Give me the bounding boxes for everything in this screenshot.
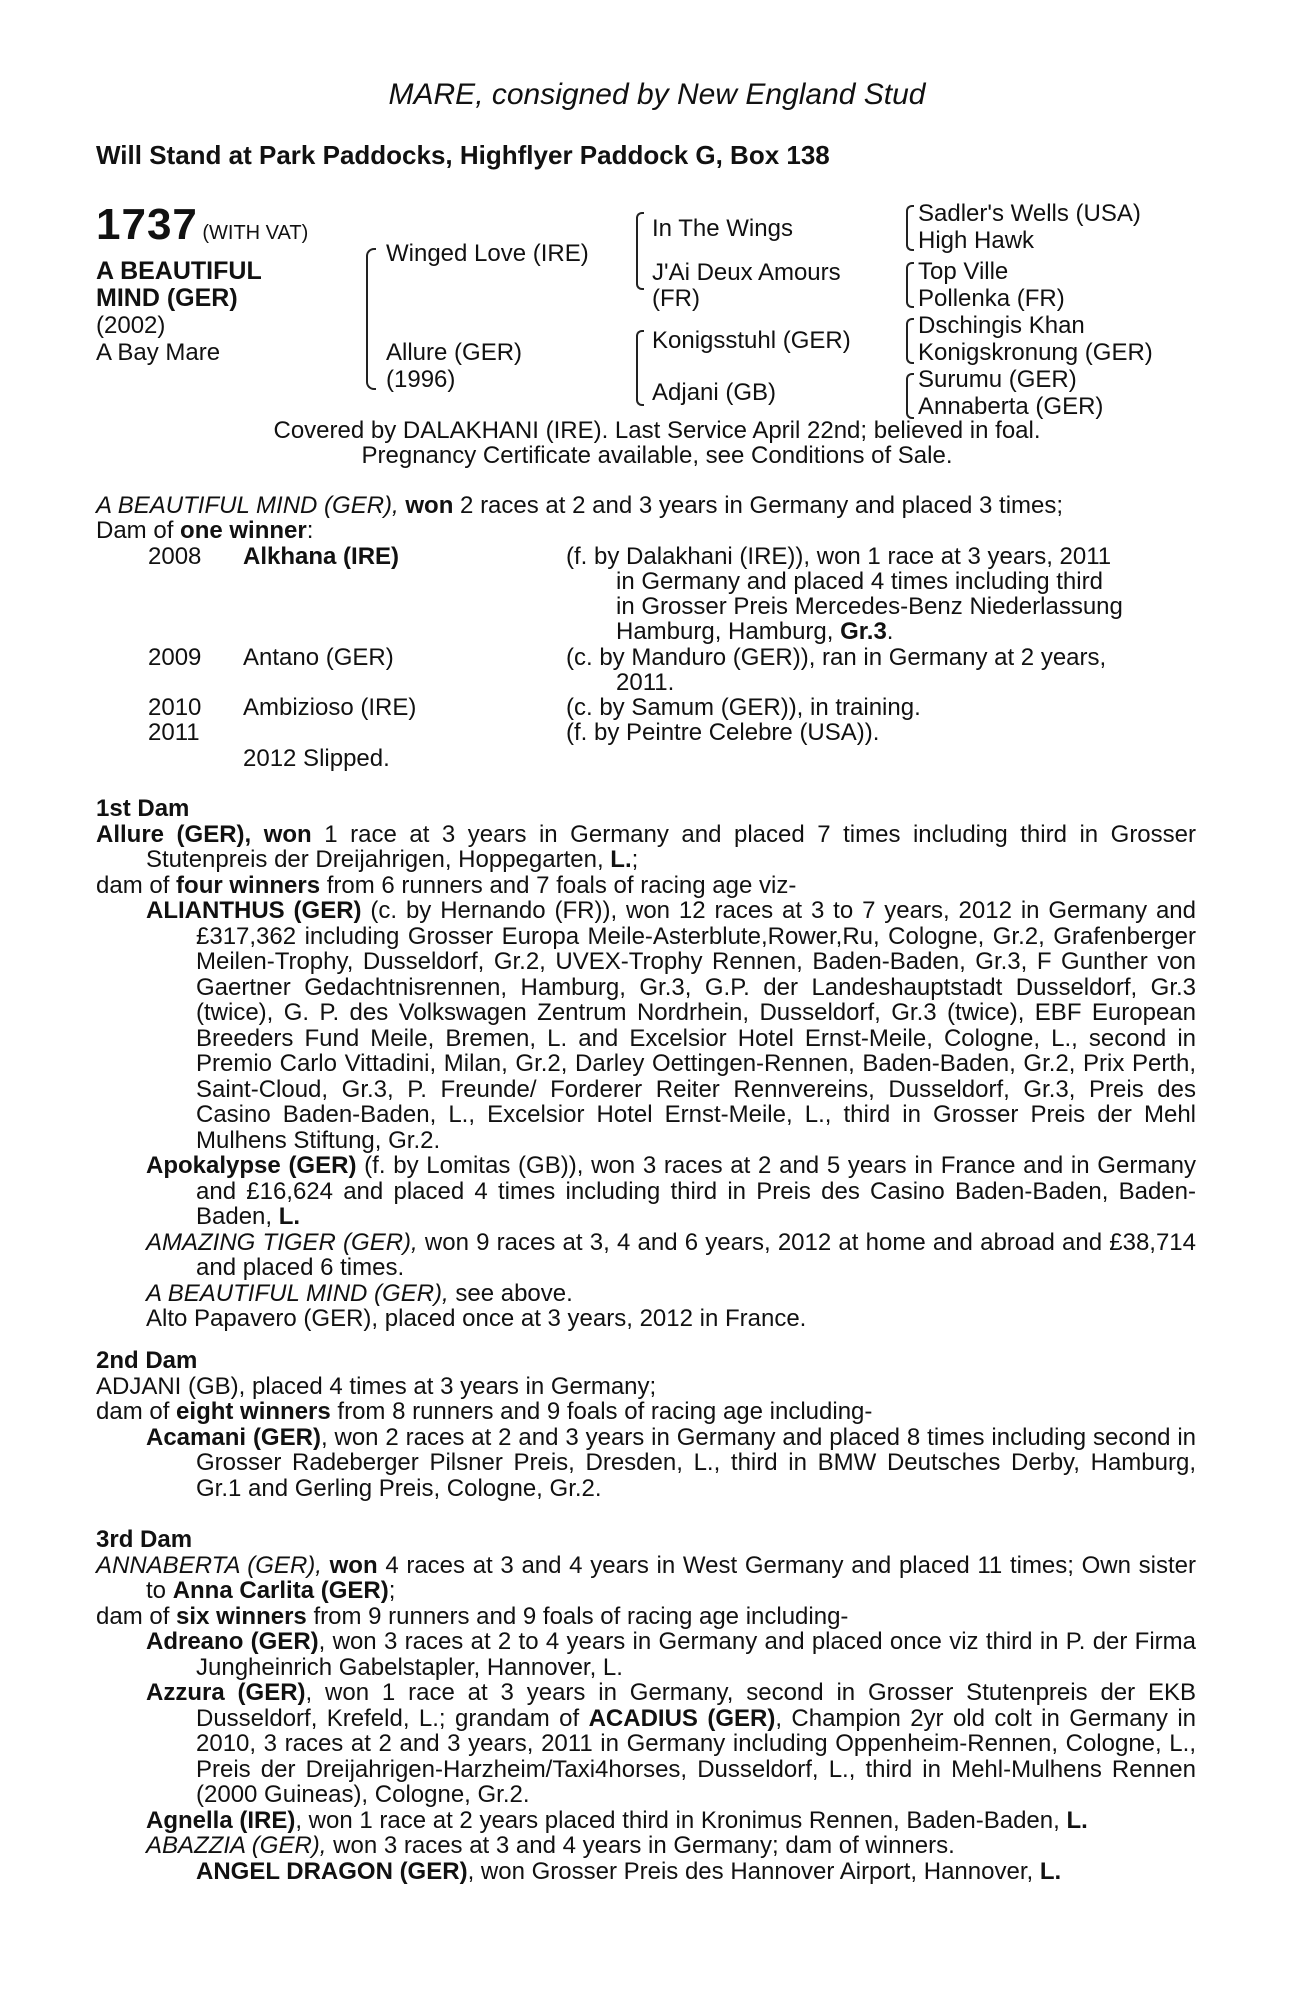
produce-detail: in Grosser Preis Mercedes-Benz Niederlassung — [616, 593, 1123, 620]
progeny-name: ALIANTHUS (GER) — [146, 897, 362, 924]
produce-detail: (c. by Samum (GER)), in training. — [566, 694, 921, 721]
pedigree-sd-1: J'Ai Deux Amours — [652, 259, 841, 286]
pedigree-brace-sire — [636, 212, 644, 290]
punct: ; — [388, 1577, 396, 1604]
pedigree-sire: Winged Love (IRE) — [386, 240, 589, 267]
progeny-text: , won Grosser Preis des Hannover Airport, Hannover, — [467, 1857, 1034, 1885]
progeny-entry — [96, 1230, 1196, 1281]
progeny-name: Acamani (GER) — [146, 1423, 321, 1451]
pedigree-brace-dam — [636, 330, 644, 406]
pedigree-sdd: Pollenka (FR) — [918, 285, 1065, 312]
dam-of-line — [96, 1604, 1196, 1630]
dam-of-count: one winner — [180, 517, 307, 544]
produce-detail-text: Hamburg, Hamburg, — [616, 618, 834, 645]
punct: ; — [631, 846, 639, 873]
pedigree-brace-dd — [906, 373, 914, 419]
winner-count: eight winners — [176, 1398, 331, 1425]
pedigree-sss: Sadler's Wells (USA) — [918, 200, 1141, 227]
lot-number-line — [96, 200, 308, 250]
progeny-text: see above. — [455, 1279, 573, 1307]
progeny-entry — [96, 898, 1196, 1153]
pregnancy-note: Pregnancy Certificate available, see Conditions of Sale. — [361, 442, 953, 469]
progeny-entry — [96, 1425, 1196, 1502]
horse-name-1: A BEAUTIFUL — [96, 257, 262, 285]
pedigree-brace-ds — [906, 318, 914, 364]
section-heading: 3rd Dam — [96, 1526, 193, 1553]
dam-of-line — [96, 1399, 1196, 1425]
listed-badge: L. — [278, 1203, 301, 1230]
winner-count: six winners — [176, 1602, 307, 1630]
progeny-entry — [96, 1281, 1196, 1307]
lot-number: 1737 — [96, 200, 198, 249]
dam-of-label: dam of — [96, 1602, 170, 1630]
mare-won: won — [405, 492, 454, 519]
progeny-name: ANGEL DRAGON (GER) — [196, 1857, 468, 1885]
progeny-name: ABAZZIA (GER), — [146, 1832, 327, 1859]
progeny-entry — [96, 1153, 1196, 1230]
progeny-name: AMAZING TIGER (GER), — [146, 1228, 418, 1256]
dam-name: ANNABERTA (GER), — [96, 1551, 322, 1579]
pedigree-dam-1: Allure (GER) — [386, 339, 523, 366]
horse-description: A Bay Mare — [96, 339, 221, 366]
progeny-name: Adreano (GER) — [146, 1628, 319, 1655]
winner-count: four winners — [176, 871, 321, 899]
dam-of-label: dam of — [96, 871, 170, 899]
progeny-text: , won 1 race at 2 years placed third in Kronimus Rennen, Baden-Baden, — [295, 1806, 1060, 1834]
dam-of-label: Dam of — [96, 517, 174, 544]
progeny-entry: Alto Papavero (GER), placed once at 3 years, 2012 in France. — [146, 1305, 807, 1332]
dam-of-text: from 9 runners and 9 foals of racing age including- — [313, 1602, 849, 1630]
pedigree-dds: Surumu (GER) — [918, 366, 1077, 393]
produce-year: 2009 — [148, 644, 202, 671]
covered-note: Covered by DALAKHANI (IRE). Last Service April 22nd; believed in foal. — [273, 417, 1041, 444]
dam-won: won — [329, 1551, 378, 1579]
mare-record-text: 2 races at 2 and 3 years in Germany and placed 3 times; — [460, 492, 1064, 519]
progeny-text: (c. by Hernando (FR)), won 12 races at 3 to 7 years, 2012 in Germany and £317,362 including Grosser Europa Meile-Asterblute,Rower,Ru, Cologne, Gr.2, Grafenberger Meilen-Trophy, Dusseldorf, Gr.2, UVEX-Trophy Rennen, Baden-Baden, Gr.3, F Gunther von Gaertner Gedachtnisrennen, Hamburg, Gr.3, G.P. der Landeshauptstadt Dusseldorf, Gr.3 (twice), G. P. des Volkswagen Zentrum Nordrhein, Dusseldorf, Gr.3 (twice), EBF European Breeders Fund Meile, Bremen, L. and Excelsior Hotel Ernst-Meile, Cologne, L., second in Premio Carlo Vittadini, Milan, Gr.2, Darley Oettingen-Rennen, Baden-Baden, Gr.2, Prix Perth, Saint-Cloud, Gr.3, P. Freunde/ Forderer Reiter Rennvereins, Dusseldorf, Gr.3, Preis des Casino Baden-Baden, L., Excelsior Hotel Ernst-Meile, L., third in Grosser Preis der Mehl Mulhens Stiftung, Gr.2. — [196, 897, 1196, 1154]
dam-name: Allure (GER), won — [96, 820, 312, 848]
first-dam-section — [96, 796, 1196, 1332]
section-heading: 2nd Dam — [96, 1347, 198, 1374]
pedigree-ss: In The Wings — [652, 215, 793, 242]
dam-record-text: 4 races at 3 and 4 years in West Germany and placed 11 times; Own sister to — [146, 1551, 1197, 1604]
third-dam-section — [96, 1527, 1196, 1884]
progeny-text: won 9 races at 3, 4 and 6 years, 2012 at home and abroad and £38,714 and placed 6 times. — [196, 1228, 1197, 1281]
produce-name: Alkhana (IRE) — [243, 543, 400, 570]
pedigree-brace-sd — [906, 262, 914, 308]
progeny-entry — [96, 1808, 1196, 1834]
produce-detail: 2011. — [616, 669, 675, 696]
dam-of-label: dam of — [96, 1398, 170, 1425]
second-dam-section — [96, 1348, 1196, 1501]
listed-badge: L. — [1039, 1857, 1062, 1885]
produce-year: 2010 — [148, 694, 202, 721]
produce-detail — [616, 619, 893, 645]
dam-record: ADJANI (GB), placed 4 times at 3 years in Germany; — [96, 1372, 657, 1400]
pedigree-sd-2: (FR) — [652, 285, 700, 312]
vat-note: (WITH VAT) — [202, 222, 309, 244]
page-title: MARE, consigned by New England Stud — [388, 78, 926, 111]
dam-record — [96, 822, 1196, 873]
pedigree-dd: Adjani (GB) — [652, 379, 777, 406]
dam-of-colon: : — [306, 517, 314, 544]
progeny-text: , won 2 races at 2 and 3 years in Germany and placed 8 times including second in Grosser Radeberger Pilsner Preis, Dresden, L., third in BMW Deutsches Derby, Hamburg, Gr.1 and Gerling Preis, Cologne, Gr.2. — [196, 1423, 1196, 1502]
pedigree-ssd: High Hawk — [918, 227, 1035, 254]
dam-of-line — [96, 873, 1196, 899]
produce-detail: (f. by Peintre Celebre (USA)). — [566, 719, 880, 746]
listed-badge: L. — [1066, 1806, 1088, 1834]
pedigree-brace-main — [366, 248, 376, 390]
produce-year: 2008 — [148, 543, 202, 570]
progeny-name: Azzura (GER) — [146, 1679, 306, 1706]
progeny-text: , Champion 2yr old colt in Germany in 2010, 3 races at 2 and 3 years, 2011 in Germany including Oppenheim-Rennen, Cologne, L., Preis der Dreijahrigen-Harzheim/Taxi4horses, Dusseldorf, L., third in Mehl-Mulhens Rennen (2000 Guineas), Cologne, Gr.2. — [196, 1704, 1197, 1808]
grandson-name: ACADIUS (GER) — [588, 1704, 776, 1732]
pedigree-dss: Dschingis Khan — [918, 312, 1085, 339]
section-heading: 1st Dam — [96, 795, 190, 822]
progeny-name: Agnella (IRE) — [146, 1806, 296, 1834]
dam-of-text: from 6 runners and 7 foals of racing age viz- — [326, 871, 797, 899]
produce-period: . — [886, 618, 894, 645]
progeny-entry — [96, 1833, 1196, 1859]
horse-name-2: MIND (GER) — [96, 284, 238, 312]
progeny-entry — [96, 1859, 1196, 1885]
mare-name: A BEAUTIFUL MIND (GER), — [96, 492, 399, 519]
pedigree-ddd: Annaberta (GER) — [918, 393, 1104, 420]
pedigree-sds: Top Ville — [918, 258, 1009, 285]
dam-of-line — [96, 518, 313, 544]
produce-detail: in Germany and placed 4 times including third — [616, 568, 1103, 595]
progeny-text: , won 3 races at 2 to 4 years in Germany and placed once viz third in P. der Firma Jungheinrich Gabelstapler, Hannover, L. — [196, 1628, 1197, 1681]
dam-record-text: Stutenpreis der Dreijahrigen, Hoppegarten, — [146, 846, 604, 873]
progeny-name: Apokalypse (GER) — [146, 1152, 357, 1179]
produce-grade: Gr.3 — [840, 618, 887, 645]
pedigree-dam-2: (1996) — [386, 366, 456, 393]
dam-of-text: from 8 runners and 9 foals of racing age including- — [337, 1398, 873, 1425]
pedigree-brace-ss — [906, 205, 914, 251]
progeny-text: won 3 races at 3 and 4 years in Germany; dam of winners. — [333, 1832, 955, 1859]
mare-record — [96, 493, 1063, 519]
progeny-name: A BEAUTIFUL MIND (GER), — [146, 1279, 449, 1307]
stand-location: Will Stand at Park Paddocks, Highflyer Paddock G, Box 138 — [96, 140, 830, 170]
pedigree-ds: Konigsstuhl (GER) — [652, 327, 851, 354]
progeny-text: , won 1 race at 3 years in Germany, second in Grosser Stutenpreis der EKB Dusseldorf, Krefeld, L.; grandam of — [196, 1679, 1196, 1732]
progeny-text: (f. by Lomitas (GB)), won 3 races at 2 and 5 years in France and in Germany and £16,624 and placed 4 times including third in Preis des Casino Baden-Baden, Baden-Baden, — [196, 1152, 1197, 1230]
foaling-year: (2002) — [96, 312, 166, 339]
pedigree-dsd: Konigskronung (GER) — [918, 339, 1153, 366]
sister-name: Anna Carlita (GER) — [172, 1577, 389, 1604]
produce-name: Ambizioso (IRE) — [243, 694, 417, 721]
produce-detail: (f. by Dalakhani (IRE)), won 1 race at 3 years, 2011 — [566, 543, 1112, 570]
progeny-entry — [96, 1680, 1196, 1808]
listed-badge: L. — [610, 846, 632, 873]
slipped-note: 2012 Slipped. — [243, 745, 390, 772]
dam-record — [96, 1553, 1196, 1604]
produce-detail: (c. by Manduro (GER)), ran in Germany at 2 years, — [566, 644, 1107, 671]
progeny-entry — [96, 1629, 1196, 1680]
produce-name: Antano (GER) — [243, 644, 394, 671]
produce-year: 2011 — [148, 719, 200, 746]
dam-record-text: 1 race at 3 years in Germany and placed 7 times including third in Grosser — [324, 820, 1196, 848]
